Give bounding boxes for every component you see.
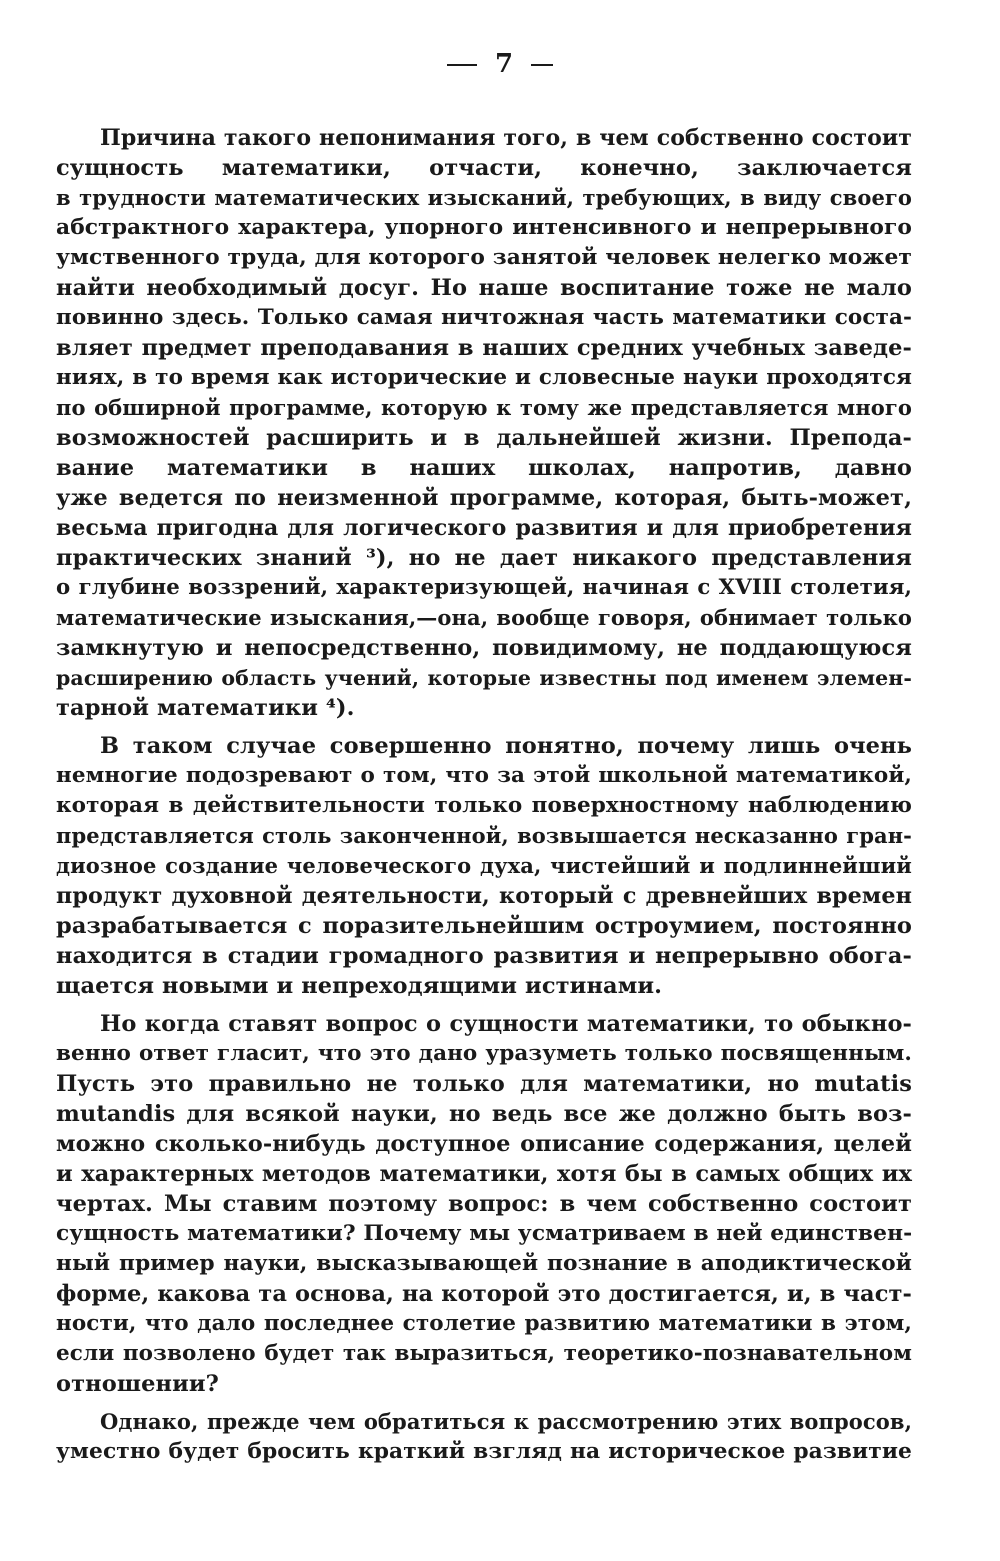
text-line: тарной математики ⁴). [56,695,355,721]
text-line: диозное создание человеческого духа, чистейший и подлиннейший [56,853,912,878]
text-line: умственного труда, для которого занятой человек нелегко может [56,245,912,270]
text-line: уже ведется по неизменной программе, которая, быть-может, [56,485,912,511]
page-header [0,47,1000,81]
text-line: немногие подозревают о том, что за этой школьной математикой, [56,763,912,788]
text-line: и характерных методов математики, хотя бы в самых общих их [56,1161,912,1187]
text-line: вляет предмет преподавания в наших средних учебных заведе- [56,335,912,361]
text-line: разрабатывается с поразительнейшим остроумием, постоянно [56,913,912,939]
text-body [56,123,912,1467]
page-number: 7 [494,49,514,79]
text-line: уместно будет бросить краткий взгляд на историческое развитие [56,1439,912,1464]
text-line: mutandis для всякой науки, но ведь все же должно быть воз- [56,1101,912,1127]
text-line: Но когда ставят вопрос о сущности математики, то обыкно- [100,1011,912,1037]
text-line: находится в стадии громадного развития и непрерывно обога- [56,943,912,969]
text-line: вание математики в наших школах, напротив, давно [56,455,912,481]
text-line: щается новыми и непреходящими истинами. [56,973,663,999]
header-dash-left [447,64,477,66]
text-line: представляется столь законченной, возвышается несказанно гран- [56,823,912,848]
paragraph-3 [56,1009,912,1399]
text-line: ности, что дало последнее столетие развитию математики в этом, [56,1311,912,1336]
paragraph-1 [56,123,912,723]
text-line: найти необходимый досуг. Но наше воспитание тоже не мало [56,275,912,301]
text-line: сущность математики? Почему мы усматриваем в ней единствен- [56,1221,913,1246]
text-line: если позволено будет так выразиться, теоретико-познавательном [56,1341,912,1366]
paragraph-2 [56,731,912,1001]
paragraph-4 [56,1407,912,1467]
text-line: замкнутую и непосредственно, повидимому, не поддающуюся [56,635,912,661]
text-line: ный пример науки, высказывающей познание в аподиктической [56,1251,912,1276]
text-line: Пусть это правильно не только для математики, но mutatis [56,1071,912,1097]
text-line: которая в действительности только поверхностному наблюдению [56,793,912,818]
text-line: по обширной программе, которую к тому же представляется много [56,395,912,420]
text-line: продукт духовной деятельности, который с древнейших времен [56,883,912,909]
text-line: абстрактного характера, упорного интенсивного и непрерывного [56,215,912,240]
text-line: Однако, прежде чем обратиться к рассмотрению этих вопросов, [100,1409,912,1434]
text-line: Причина такого непонимания того, в чем собственно состоит [100,125,912,151]
text-line: возможностей расширить и в дальнейшей жизни. Препода- [56,425,912,451]
text-line: В таком случае совершенно понятно, почему лишь очень [100,733,912,759]
text-line: о глубине воззрений, характеризующей, начиная с XVIII столетия, [56,575,912,600]
text-line: отношении? [56,1371,219,1397]
text-line: ниях, в то время как исторические и словесные науки проходятся [56,365,912,390]
text-line: практических знаний ³), но не дает никакого представления [56,545,912,571]
text-line: в трудности математических изысканий, требующих, в виду своего [56,185,912,210]
text-line: весьма пригодна для логического развития и для приобретения [56,515,912,541]
text-line: чертах. Мы ставим поэтому вопрос: в чем собственно состоит [56,1191,912,1217]
text-line: повинно здесь. Только самая ничтожная часть математики соста- [56,305,912,330]
text-line: форме, какова та основа, на которой это достигается, и, в част- [56,1281,912,1307]
text-line: можно сколько-нибудь доступное описание содержания, целей [56,1131,912,1157]
text-line: венно ответ гласит, что это дано уразуметь только посвященным. [56,1041,912,1066]
text-line: математические изыскания,—она, вообще говоря, обнимает только [56,605,912,630]
text-line: расширению область учений, которые известны под именем элемен- [56,666,912,690]
text-line: сущность математики, отчасти, конечно, заключается [56,155,912,181]
header-dash-right [531,64,553,66]
